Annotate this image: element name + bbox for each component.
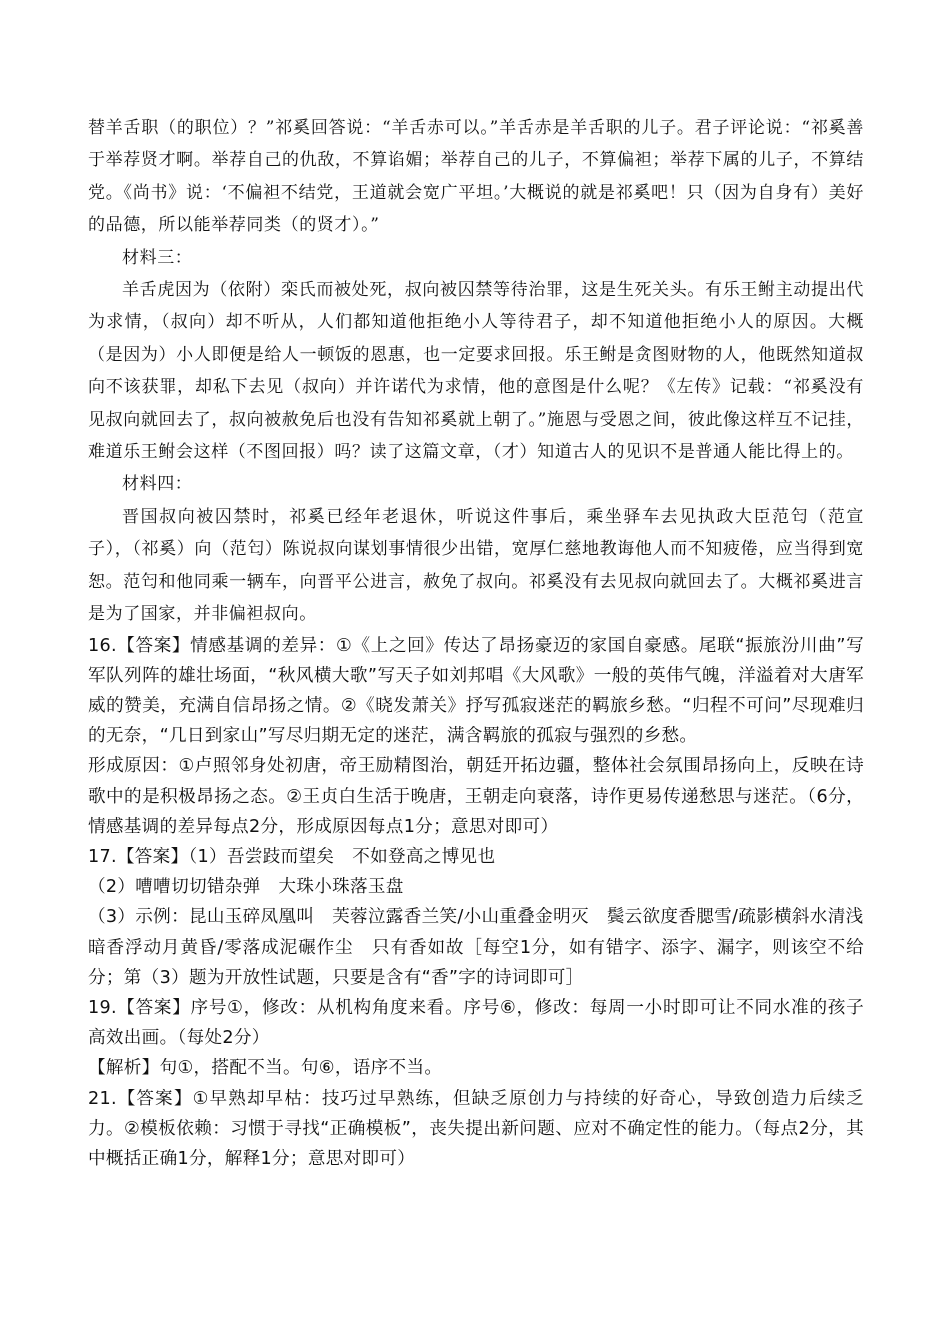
material-four-text: 晋国叔向被囚禁时，祁奚已经年老退休，听说这件事后，乘坐驿车去见执政大臣范匄（范宣子），（祁奚）向（范匄）陈说叔向谋划事情很少出错，宽厚仁慈地教诲他人而不知疲倦，应当得到宽恕。范匄和他同乘一辆车，向晋平公进言，赦免了叔向。祁奚没有去见叔向就回去了。大概祁奚进言是为了国家，并非偏袒叔向。 [88, 506, 864, 625]
answer-16 [88, 631, 864, 842]
answer-19-analysis: 【解析】句①，搭配不当。句⑥，语序不当。 [88, 1058, 443, 1079]
material-three-label: 材料三： [122, 247, 193, 268]
answer-17 [88, 842, 864, 993]
material-three-text: 羊舌虎因为（依附）栾氏而被处死，叔向被囚禁等待治罪，这是生死关头。有乐王鲋主动提出代为求情，（叔向）却不听从，人们都知道他拒绝小人等待君子，却不知道他拒绝小人的原因。大概（是因为）小人即便是给人一顿饭的恩惠，也一定要求回报。乐王鲋是贪图财物的人，他既然知道叔向不该获罪，却私下去见（叔向）并许诺代为求情，他的意图是什么呢？《左传》记载：“祁奚没有见叔向就回去了，叔向被赦免后也没有告知祁奚就上朝了。”施恩与受恩之间，彼此像这样互不记挂，难道乐王鲋会这样（不图回报）吗？读了这篇文章，（才）知道古人的见识不是普通人能比得上的。 [88, 280, 864, 463]
answer-17-line: （2）嘈嘈切切错杂弹 大珠小珠落玉盘 [88, 877, 404, 898]
answer-17-line: 暗香浮动月黄昏/零落成泥碾作尘 只有香如故［每空1分，如有错字、添字、漏字，则该空不给分；第（3）题为开放性试题，只要是含有“香”字的诗词即可］ [88, 937, 864, 988]
material-four-label: 材料四： [122, 474, 193, 495]
answer-21 [88, 1084, 864, 1175]
answer-19-line: 19.【答案】序号①，修改：从机构角度来看。序号⑥，修改：每周一小时即可让不同水准的孩子高效出画。（每处2分） [88, 997, 864, 1049]
material-two-tail: 替羊舌职（的职位）？”祁奚回答说：“羊舌赤可以。”羊舌赤是羊舌职的儿子。君子评论说：“祁奚善于举荐贤才啊。举荐自己的仇敌，不算谄媚；举荐自己的儿子，不算偏袒；举荐下属的儿子，不算结党。《尚书》说：‘不偏袒不结党，王道就会宽广平坦。’大概说的就是祁奚吧！只（因为自身有）美好的品德，所以能举荐同类（的贤才）。” [88, 118, 864, 236]
answer-17-line: 17.【答案】（1）吾尝跂而望矣 不如登高之博见也 [88, 846, 496, 867]
answer-17-line: （3）示例：昆山玉碎凤凰叫 芙蓉泣露香兰笑/小山重叠金明灭 鬓云欲度香腮雪/疏影横斜水清浅 [88, 907, 864, 928]
answer-16-line: 16.【答案】情感基调的差异：①《上之回》传达了昂扬豪迈的家国自豪感。尾联“振旅汾川曲”写军队列阵的雄壮场面，“秋风横大歌”写天子如刘邦唱《大风歌》一般的英伟气魄，洋溢着对大唐军威的赞美，充满自信昂扬之情。②《晓发萧关》抒写孤寂迷茫的羁旅乡愁。“归程不可问”尽现难归的无奈，“几日到家山”写尽归期无定的迷茫，满含羁旅的孤寂与强烈的乡愁。 [88, 635, 864, 747]
translation-section [88, 112, 864, 631]
answer-19 [88, 993, 864, 1084]
answer-section [88, 631, 864, 1175]
answer-16-line: 形成原因：①卢照邻身处初唐，帝王励精图治，朝廷开拓边疆，整体社会氛围昂扬向上，反映在诗歌中的是积极昂扬之态。②王贞白生活于晚唐，王朝走向衰落，诗作更易传递愁思与迷茫。（6分，情感基调的差异每点2分，形成原因每点1分；意思对即可） [88, 756, 864, 837]
answer-21-line: 21.【答案】①早熟却早枯：技巧过早熟练，但缺乏原创力与持续的好奇心，导致创造力后续乏力。②模板依赖：习惯于寻找“正确模板”，丧失提出新问题、应对不确定性的能力。（每点2分，其中概括正确1分，解释1分；意思对即可） [88, 1088, 864, 1169]
